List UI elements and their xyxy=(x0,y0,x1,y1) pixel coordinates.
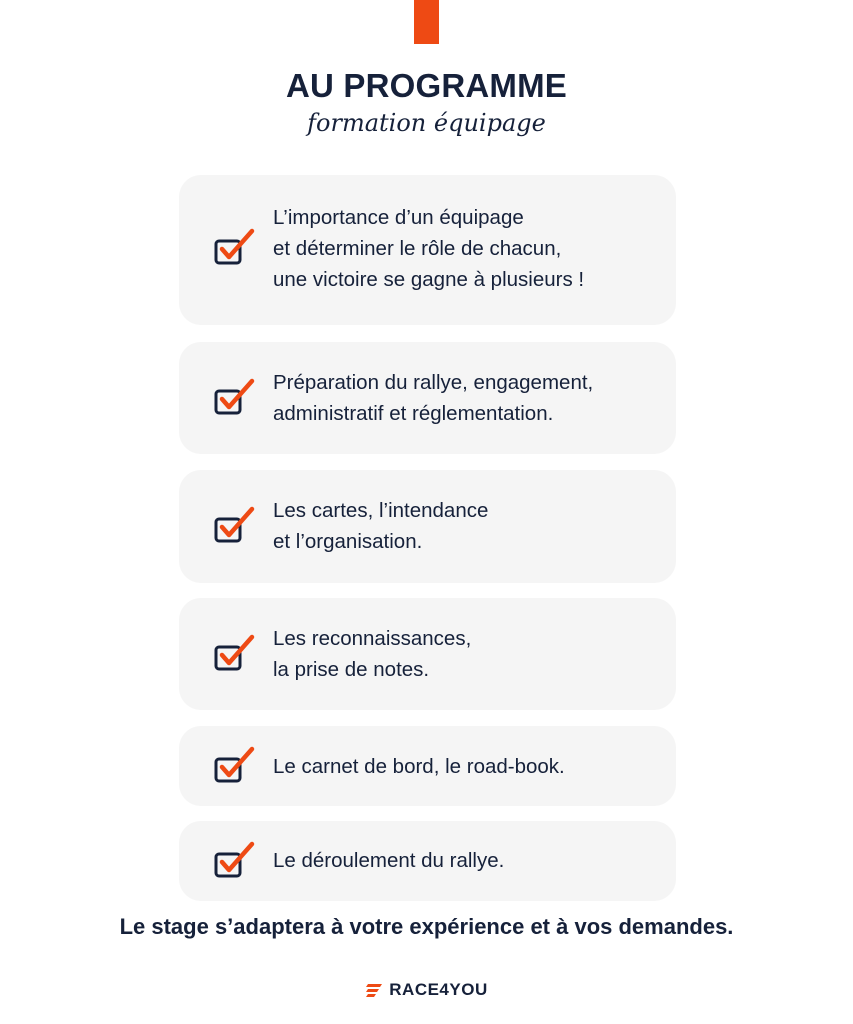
program-item-line: Les reconnaissances, xyxy=(273,627,472,650)
checkbox-checked-icon xyxy=(214,634,258,674)
page-title: AU PROGRAMME xyxy=(285,67,568,104)
program-item-6 xyxy=(179,821,676,901)
checkbox-checked-icon xyxy=(214,228,258,268)
program-item-text xyxy=(273,623,656,685)
checkbox-checked-icon xyxy=(214,841,258,881)
program-item-line: L’importance d’un équipage xyxy=(273,206,524,229)
program-item-line: et déterminer le rôle de chacun, xyxy=(273,237,562,260)
brand xyxy=(0,980,853,1000)
checkbox-checked-icon xyxy=(214,746,258,786)
program-item-line: Le carnet de bord, le road-book. xyxy=(273,755,565,778)
top-accent-bar xyxy=(414,0,439,44)
program-item-line: Le déroulement du rallye. xyxy=(273,849,505,872)
program-item-4 xyxy=(179,598,676,710)
program-item-line: Préparation du rallye, engagement, xyxy=(273,371,594,394)
brand-name: RACE4YOU xyxy=(389,980,488,999)
checkbox-checked-icon xyxy=(214,378,258,418)
program-item-text xyxy=(273,845,656,876)
footer-note: Le stage s’adaptera à votre expérience et à vos demandes. xyxy=(119,914,734,939)
program-item-2 xyxy=(179,342,676,454)
program-item-line: Les cartes, l’intendance xyxy=(273,499,489,522)
program-item-text xyxy=(273,367,656,429)
program-item-line: et l’organisation. xyxy=(273,530,423,553)
program-item-1 xyxy=(179,175,676,325)
program-item-line: administratif et réglementation. xyxy=(273,402,554,425)
program-item-5 xyxy=(179,726,676,806)
program-item-line: la prise de notes. xyxy=(273,658,430,681)
program-item-3 xyxy=(179,470,676,583)
checkbox-checked-icon xyxy=(214,506,258,546)
program-item-text xyxy=(273,751,656,782)
program-item-text xyxy=(273,495,656,557)
race4you-logo-icon xyxy=(365,982,383,998)
page-subtitle: formation équipage xyxy=(307,109,546,137)
program-item-text xyxy=(273,202,656,295)
program-item-line: une victoire se gagne à plusieurs ! xyxy=(273,268,585,291)
